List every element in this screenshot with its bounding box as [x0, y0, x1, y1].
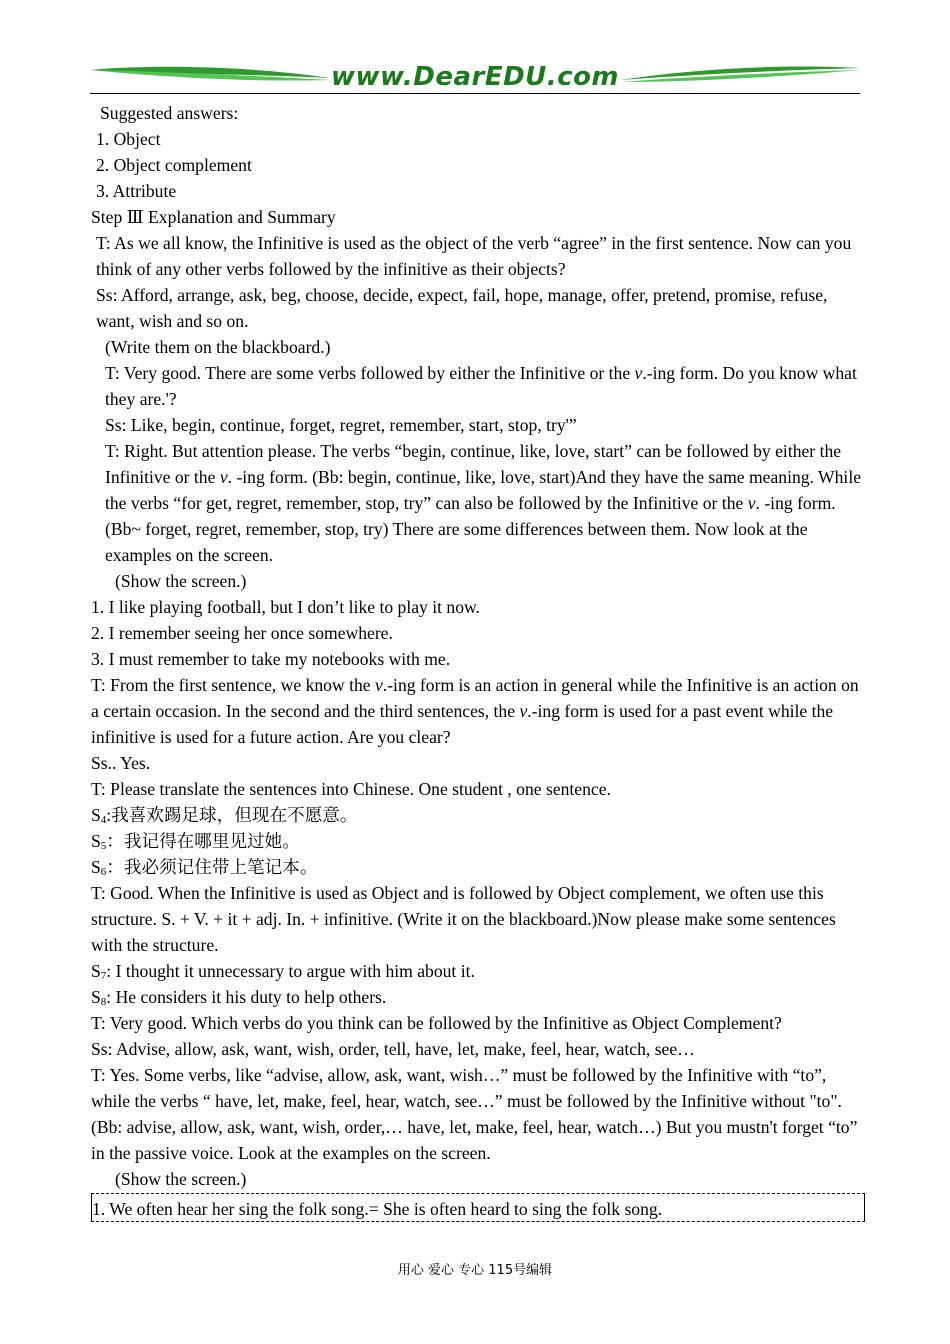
paragraph: Ss.. Yes. [91, 753, 151, 773]
example-line: $S_8$: He considers it his duty to help others. [91, 987, 387, 1008]
paragraph [91, 672, 866, 750]
paragraph: (Show the screen.) [115, 571, 247, 591]
text-run: T: From the first sentence, we know the [91, 675, 375, 695]
text-run: .-ing form. Do you know what they are.'? [105, 363, 857, 409]
example-line: 1. We often hear her sing the folk song.= She is often heard to sing the folk song. [92, 1199, 663, 1219]
paragraph: (Write them on the blackboard.) [105, 337, 331, 357]
page-footer: 用心 爱心 专心 115号编辑 [397, 1263, 553, 1278]
paragraph: Ss: Advise, allow, ask, want, wish, order, tell, have, let, make, feel, hear, watch, see… [91, 1039, 695, 1059]
italic-v: v [747, 493, 756, 513]
page-header [90, 62, 860, 94]
text-run: . -ing form. (Bb: begin, continue, like, love, start)And they have the same meaning. While the verbs “for get, regret, remember, stop, try” can also be followed by the Infinitive or the [105, 467, 862, 513]
example-line: 3. I must remember to take my notebooks with me. [91, 649, 451, 669]
translation-line: $S_5$：我记得在哪里见过她。 [91, 831, 300, 852]
paragraph: 1. Object [96, 129, 161, 149]
section-heading: Step Ⅲ Explanation and Summary [91, 207, 336, 227]
screen-example-box [91, 1193, 865, 1222]
paragraph: Ss: Like, begin, continue, forget, regret, remember, start, stop, try'” [105, 415, 577, 435]
paragraph: T: Very good. Which verbs do you think can be followed by the Infinitive as Object Complement? [91, 1013, 782, 1033]
text-run: .-ing form is an action in general while the Infinitive is an action on a certain occasion. In the second and the third sentences, the [91, 675, 859, 721]
italic-v: v [519, 701, 528, 721]
paragraph: T: Please translate the sentences into Chinese. One student , one sentence. [91, 779, 611, 799]
paragraph [91, 438, 866, 568]
example-line: $S_7$: I thought it unnecessary to argue with him about it. [91, 961, 475, 982]
paragraph: 3. Attribute [96, 181, 177, 201]
paragraph: Ss: Afford, arrange, ask, beg, choose, decide, expect, fail, hope, manage, offer, pretend, promise, refuse, want, wish and so on. [96, 285, 828, 331]
paragraph [91, 360, 866, 412]
paragraph: T: As we all know, the Infinitive is used as the object of the verb “agree” in the first sentence. Now can you think of any other verbs followed by the infinitive as their objects? [96, 233, 852, 279]
paragraph: T: Good. When the Infinitive is used as Object and is followed by Object complement, we often use this structure. S. + V. + it + adj. In. + infinitive. (Write it on the blackboard.)Now please make some sentences with the structure. [91, 883, 836, 955]
text-run: . -ing form. (Bb~ forget, regret, remember, stop, try) There are some differences between them. Now look at the examples on the screen. [105, 493, 836, 565]
header-rule [90, 93, 860, 94]
paragraph: 2. Object complement [96, 155, 252, 175]
document-body [91, 100, 866, 1222]
paragraph: T: Yes. Some verbs, like “advise, allow, ask, want, wish…” must be followed by the Infinitive with “to”, while the verbs “ have, let, make, feel, hear, watch, see…” must be followed by the Infinitive without "to". (Bb: advise, allow, ask, want, wish, order,… have, let, make, feel, hear, watch…) But you mustn't forget “to” in the passive voice. Look at the examples on the screen. [91, 1065, 858, 1163]
paragraph: Suggested answers: [100, 103, 239, 123]
site-logo-text[interactable]: www.DearEDU.com [330, 62, 620, 92]
text-run: .-ing form is used for a past event while the infinitive is used for a future action. Are you clear? [91, 701, 834, 747]
italic-v: v [634, 363, 643, 383]
translation-line: $S_6$：我必须记住带上笔记本。 [91, 857, 318, 878]
text-run: T: Very good. There are some verbs followed by either the Infinitive or the [105, 363, 635, 383]
italic-v: v [219, 467, 228, 487]
example-line: 1. I like playing football, but I don’t like to play it now. [91, 597, 480, 617]
paragraph: (Show the screen.) [115, 1169, 247, 1189]
example-line: 2. I remember seeing her once somewhere. [91, 623, 393, 643]
italic-v: v [374, 675, 383, 695]
translation-line: $S_4$:我喜欢踢足球，但现在不愿意。 [91, 805, 358, 826]
text-run: T: Right. But attention please. The verbs “begin, continue, like, love, start” can be followed by either the Infinitive or the [105, 441, 842, 487]
